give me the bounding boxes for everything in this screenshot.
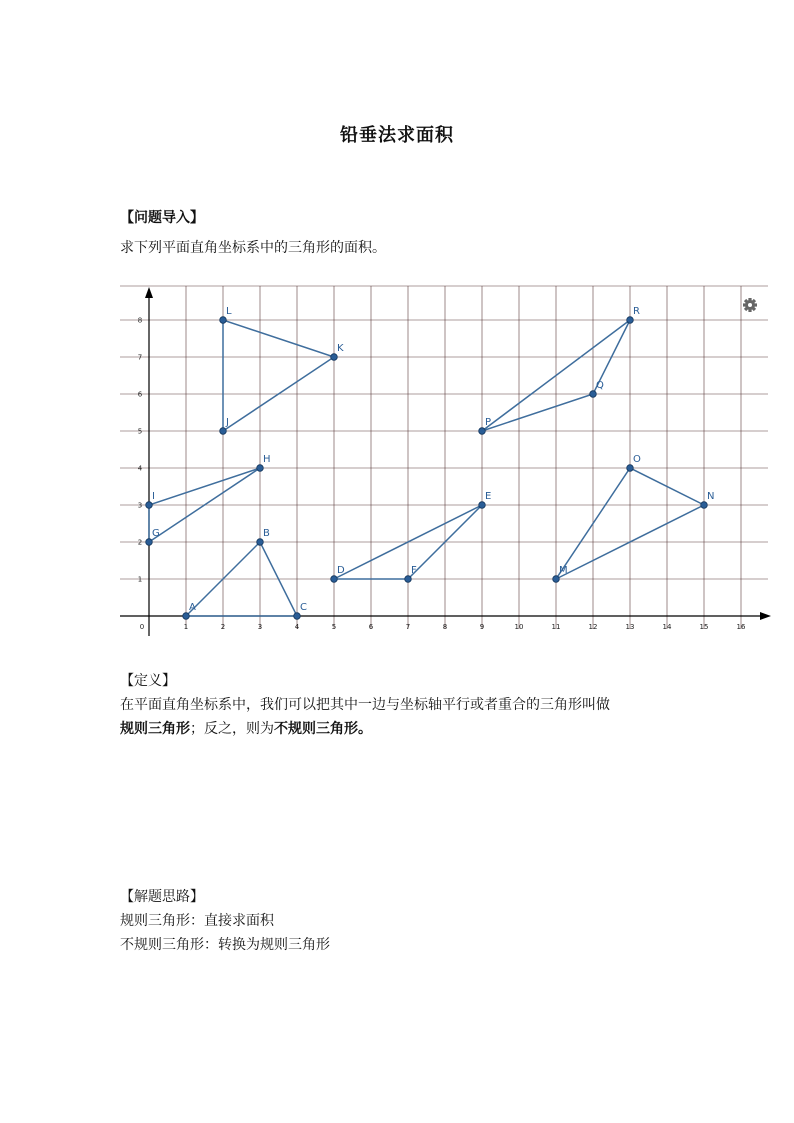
gear-hole [748,303,752,307]
point-label-i: I [152,491,155,502]
gear-icon[interactable] [743,298,757,312]
point-label-p: P [485,417,492,428]
definition-heading: 【定义】 [120,673,176,689]
coordinate-graph [120,284,772,646]
point-q [590,391,597,398]
y-tick-label: 2 [137,538,143,547]
x-tick-label: 10 [514,623,524,631]
grid-lines [120,286,768,629]
point-g [146,539,153,546]
definition-line2 [120,718,372,740]
definition-line1: 在平面直角坐标系中，我们可以把其中一边与坐标轴平行或者重合的三角形叫做 [120,697,610,713]
y-tick-label: 1 [137,575,143,584]
x-tick-label: 1 [183,623,189,631]
solution-heading: 【解题思路】 [120,889,204,905]
point-f [405,576,412,583]
x-tick-label: 3 [257,623,263,631]
x-tick-label: 15 [699,623,709,631]
y-tick-label: 4 [137,464,143,473]
point-a [183,613,190,620]
y-tick-label: 3 [137,501,143,510]
intro-heading: 【问题导入】 [120,210,204,226]
page-title: 铅垂法求面积 [340,125,454,146]
x-tick-label: 2 [220,623,226,631]
tick-labels [138,317,746,632]
solution-line1: 规则三角形：直接求面积 [120,913,274,929]
x-tick-label: 13 [625,623,635,631]
x-tick-label: 11 [551,623,561,631]
point-label-k: K [337,343,344,354]
x-tick-label: 8 [442,623,448,631]
point-label-j: J [226,417,229,428]
irregular-triangle-term: 不规则三角形。 [274,721,372,737]
point-i [146,502,153,509]
points [146,306,715,619]
y-tick-label: 7 [137,353,143,362]
x-tick-label: 16 [736,623,746,631]
point-c [294,613,301,620]
definition-connector: ；反之，则为 [190,721,274,737]
point-label-g: G [152,528,160,539]
point-k [331,354,338,361]
triangle-jkl [223,320,334,431]
point-b [257,539,264,546]
point-label-d: D [337,565,345,576]
y-tick-label: 5 [137,427,143,436]
x-tick-label: 12 [588,623,598,631]
x-tick-label: 9 [479,623,485,631]
point-label-e: E [485,491,492,502]
point-label-q: Q [596,380,604,391]
y-tick-label: 8 [137,316,143,325]
point-label-a: A [189,602,196,613]
x-tick-label: 5 [331,623,337,631]
point-label-b: B [263,528,270,539]
x-tick-label: 4 [294,623,300,631]
point-label-h: H [263,454,271,465]
x-tick-label: 0 [139,623,145,631]
point-label-n: N [707,491,715,502]
point-label-c: C [300,602,307,613]
y-axis-arrow [145,287,153,298]
point-l [220,317,227,324]
point-n [701,502,708,509]
intro-text: 求下列平面直角坐标系中的三角形的面积。 [120,240,386,256]
point-label-r: R [633,306,640,317]
solution-line2: 不规则三角形：转换为规则三角形 [120,937,330,953]
point-d [331,576,338,583]
x-tick-label: 14 [662,623,672,631]
x-tick-label: 6 [368,623,374,631]
point-label-l: L [226,306,232,317]
point-o [627,465,634,472]
point-label-m: M [559,565,568,576]
point-e [479,502,486,509]
point-j [220,428,227,435]
regular-triangle-term: 规则三角形 [120,721,190,737]
point-r [627,317,634,324]
x-axis-arrow [760,612,771,620]
point-p [479,428,486,435]
point-label-f: F [411,565,417,576]
x-tick-label: 7 [405,623,411,631]
point-h [257,465,264,472]
point-m [553,576,560,583]
y-tick-label: 6 [137,390,143,399]
point-label-o: O [633,454,641,465]
